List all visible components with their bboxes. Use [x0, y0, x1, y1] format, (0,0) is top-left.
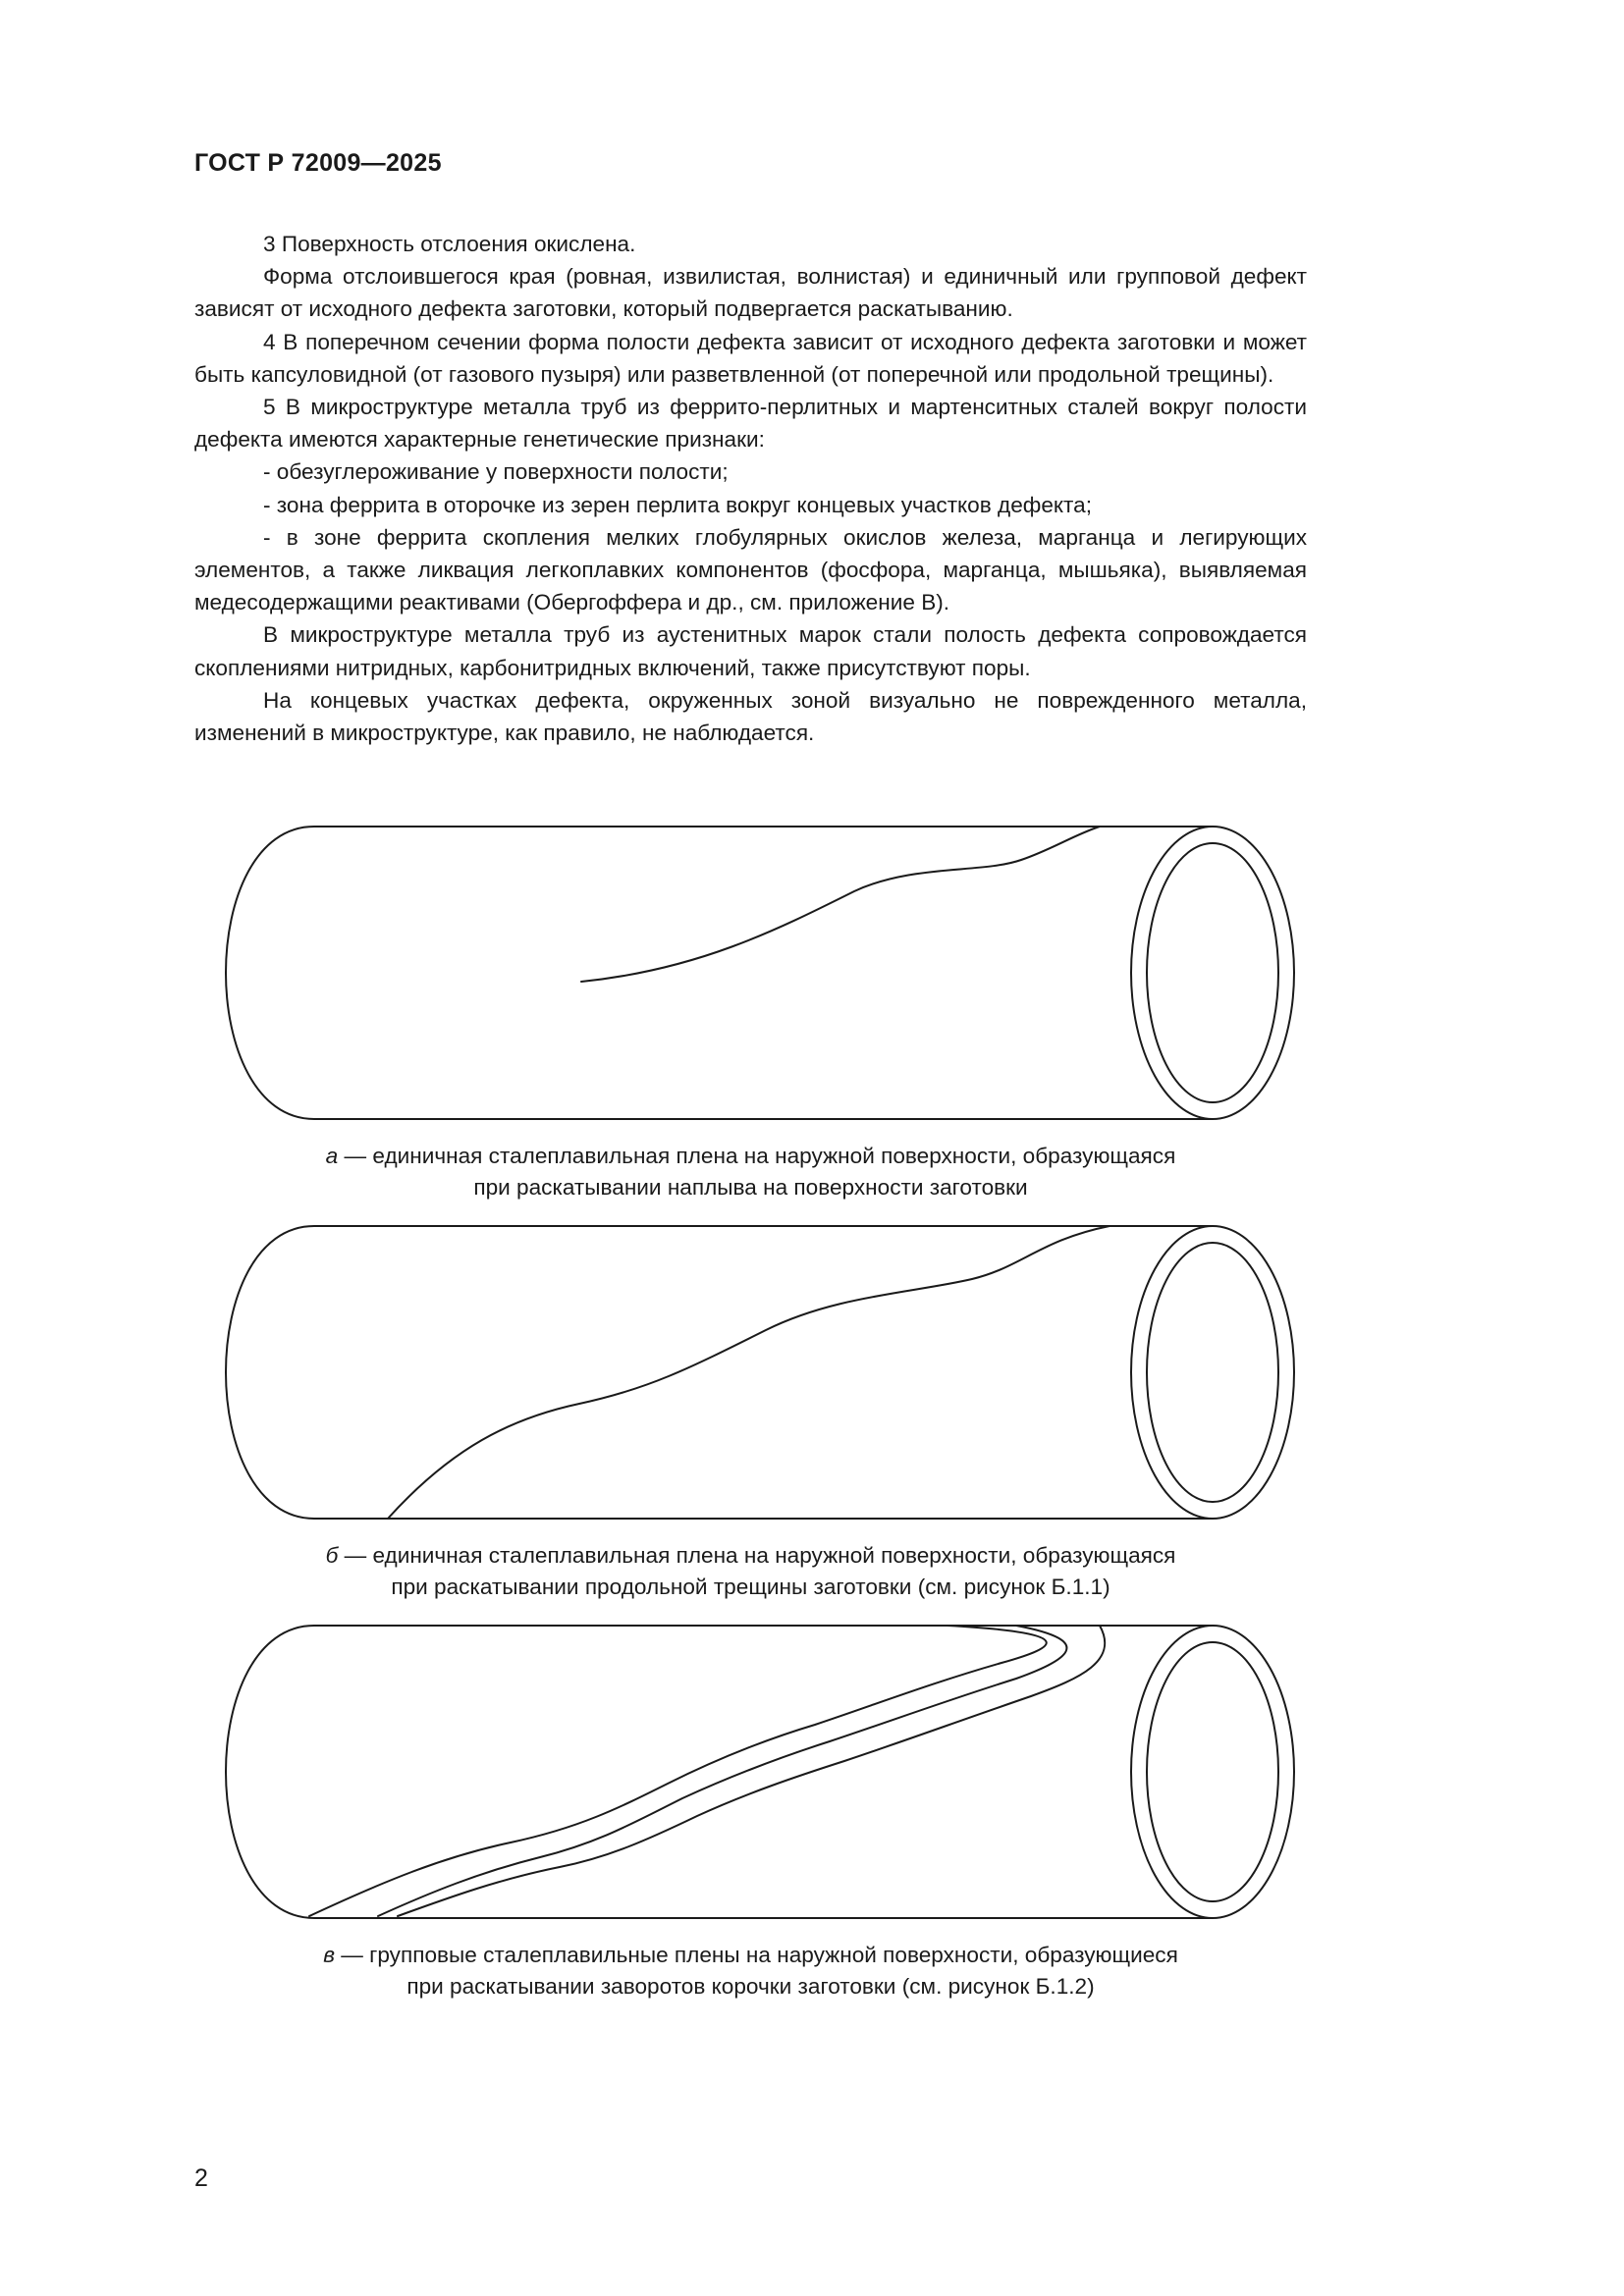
figure-a-pipe	[187, 823, 1326, 1127]
defect-film-line	[388, 1226, 1110, 1519]
list-item: - в зоне феррита скопления мелких глобулярных окислов железа, марганца и легирующих элементов, а также ликвация легкоплавких компонентов (фосфора, марганца, мышьяка), выявляемая медесодержащими реактивами (Обергоффера и др., см. приложение В).	[194, 524, 1307, 615]
pipe-outer-rim	[1131, 827, 1294, 1119]
page-number: 2	[194, 2164, 208, 2192]
pipe-body-outline	[226, 1226, 1213, 1519]
caption-line1: — групповые сталеплавильные плены на наружной поверхности, образующиеся	[334, 1943, 1178, 1967]
pipe-outer-rim	[1131, 1626, 1294, 1918]
defect-film-line	[309, 1626, 1047, 1916]
caption-line1: — единичная сталеплавильная плена на наружной поверхности, образующаяся	[338, 1543, 1176, 1568]
figure-letter: в	[323, 1943, 335, 1967]
paragraph: На концевых участках дефекта, окруженных зоной визуально не поврежденного металла, изменений в микроструктуре, как правило, не наблюдается.	[194, 687, 1307, 746]
list-item: - зона феррита в оторочке из зерен перлита вокруг концевых участков дефекта;	[263, 492, 1092, 517]
pipe-inner-rim	[1147, 1243, 1278, 1502]
caption-line2: при раскатывании продольной трещины заготовки (см. рисунок Б.1.1)	[391, 1575, 1110, 1599]
list-item: - обезуглероживание у поверхности полости;	[263, 459, 729, 485]
paragraph: 5 В микроструктуре металла труб из феррито-перлитных и мартенситных сталей вокруг полости дефекта имеются характерные генетические признаки:	[194, 395, 1307, 453]
figure-letter: б	[325, 1543, 339, 1568]
defect-film-line	[398, 1626, 1105, 1916]
figure-b-pipe	[187, 1222, 1326, 1526]
document-header: ГОСТ Р 72009—2025	[194, 149, 442, 177]
pipe-body-outline	[226, 1626, 1213, 1918]
caption-line2: при раскатывании заворотов корочки заготовки (см. рисунок Б.1.2)	[406, 1974, 1095, 1999]
paragraph: В микроструктуре металла труб из аустенитных марок стали полость дефекта сопровождается скоплениями нитридных, карбонитридных включений, также присутствуют поры.	[194, 622, 1307, 680]
paragraph: 3 Поверхность отслоения окислена.	[263, 232, 636, 256]
paragraph: Форма отслоившегося края (ровная, извилистая, волнистая) и единичный или групповой дефект зависят от исходного дефекта заготовки, который подвергается раскатыванию.	[194, 264, 1307, 322]
defect-film-line	[378, 1626, 1066, 1916]
figure-b-caption	[194, 1540, 1307, 1603]
figure-a-caption	[194, 1141, 1307, 1203]
pipe-inner-rim	[1147, 1642, 1278, 1901]
paragraph: 4 В поперечном сечении форма полости дефекта зависит от исходного дефекта заготовки и может быть капсуловидной (от газового пузыря) или разветвленной (от поперечной или продольной трещины).	[194, 329, 1307, 387]
figure-c-caption	[194, 1940, 1307, 2002]
pipe-body-outline	[226, 827, 1213, 1119]
body-text	[194, 228, 1307, 749]
defect-film-line	[581, 827, 1100, 982]
caption-line1: — единичная сталеплавильная плена на наружной поверхности, образующаяся	[338, 1144, 1176, 1168]
pipe-outer-rim	[1131, 1226, 1294, 1519]
figure-letter: а	[325, 1144, 339, 1168]
caption-line2: при раскатывании наплыва на поверхности заготовки	[473, 1175, 1028, 1200]
figure-c-pipe	[187, 1622, 1326, 1926]
pipe-inner-rim	[1147, 843, 1278, 1102]
